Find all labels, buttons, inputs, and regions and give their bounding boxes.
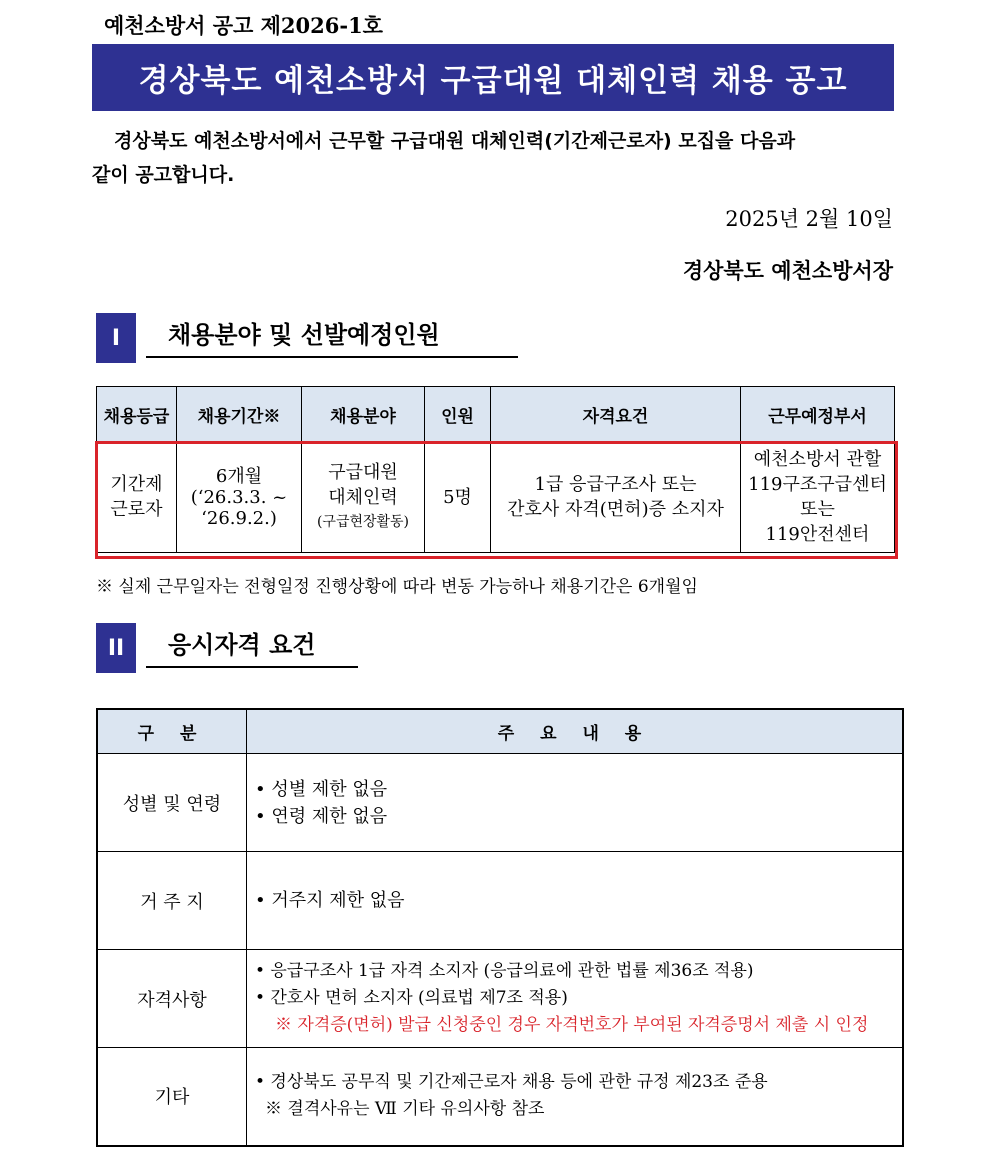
notice-number: 예천소방서 공고 제2026-1호 [104, 13, 383, 38]
grade-line-1: 기간제 [110, 474, 163, 495]
eligibility-row-qualification [97, 950, 903, 1048]
recruitment-table-header [97, 387, 895, 442]
cell-count: 5명 [425, 442, 491, 553]
page-title: 경상북도 예천소방서 구급대원 대체인력 채용 공고 [92, 44, 894, 111]
list-item: ※ 결격사유는 Ⅶ 기타 유의사항 참조 [265, 1099, 545, 1120]
content-cell [247, 754, 904, 852]
section-1-number: I [96, 313, 136, 363]
cell-field [302, 442, 425, 553]
intro-line-2: 같이 공고합니다. [92, 164, 235, 186]
signer: 경상북도 예천소방서장 [682, 258, 893, 283]
header-department: 근무예정부서 [741, 387, 895, 442]
section-1-title: 채용분야 및 선발예정인원 [146, 315, 518, 358]
dept-line-1: 예천소방서 관할 [753, 449, 882, 470]
intro-line-1: 경상북도 예천소방서에서 근무할 구급대원 대체인력(기간제근로자) 모집을 다음과 [114, 130, 796, 152]
header-grade: 채용등급 [97, 387, 177, 442]
category-cell: 성별 및 연령 [97, 754, 247, 852]
recruitment-table [96, 386, 895, 553]
list-item: • 성별 제한 없음 [255, 778, 388, 800]
header-count: 인원 [425, 387, 491, 442]
eligibility-row-other [97, 1048, 903, 1146]
eligibility-row-residence [97, 852, 903, 950]
list-item: • 경상북도 공무직 및 기간제근로자 채용 등에 관한 규정 제23조 준용 [255, 1072, 768, 1093]
eligibility-row-gender-age [97, 754, 903, 852]
eligibility-table [96, 708, 904, 1147]
period-line-1: 6개월 [215, 465, 263, 487]
field-line-3: (구급현장활동) [316, 513, 410, 530]
category-cell: 자격사항 [97, 950, 247, 1048]
content-cell [247, 852, 904, 950]
header-category: 구 분 [97, 709, 247, 754]
qual-line-2: 간호사 자격(면허)증 소지자 [507, 499, 724, 520]
dept-line-4: 119안전센터 [765, 524, 870, 545]
eligibility-table-header [97, 709, 903, 754]
list-item: • 연령 제한 없음 [255, 805, 388, 827]
header-field: 채용분야 [302, 387, 425, 442]
category-cell: 기타 [97, 1048, 247, 1146]
recruitment-table-row [97, 442, 895, 553]
category-cell: 거 주 지 [97, 852, 247, 950]
period-line-2: (‘26.3.3. ~ [190, 486, 288, 508]
cell-department [741, 442, 895, 553]
period-note: ※ 실제 근무일자는 전형일정 진행상황에 따라 변동 가능하나 채용기간은 6개월임 [96, 577, 698, 597]
cell-qualification [491, 442, 741, 553]
section-2-number: II [96, 623, 136, 673]
qual-line-1: 1급 응급구조사 또는 [534, 474, 697, 495]
content-cell [247, 950, 904, 1048]
list-item: • 간호사 면허 소지자 (의료법 제7조 적용) [255, 988, 568, 1008]
field-line-1: 구급대원 [328, 461, 398, 483]
dept-line-3: 또는 [800, 499, 835, 520]
list-item: • 거주지 제한 없음 [255, 890, 405, 911]
header-content: 주 요 내 용 [247, 709, 904, 754]
dept-line-2: 119구조구급센터 [748, 474, 887, 495]
period-line-3: ‘26.9.2.) [201, 507, 277, 529]
grade-line-2: 근로자 [110, 499, 163, 520]
cell-period [177, 442, 302, 553]
content-cell [247, 1048, 904, 1146]
notice-date: 2025년 2월 10일 [725, 207, 893, 231]
header-qualification: 자격요건 [491, 387, 741, 442]
qualification-note: ※ 자격증(면허) 발급 신청중인 경우 자격번호가 부여된 자격증명서 제출 시 인정 [275, 1015, 869, 1035]
intro-paragraph [92, 124, 894, 192]
cell-grade [97, 442, 177, 553]
section-2-title: 응시자격 요건 [146, 625, 358, 668]
list-item: • 응급구조사 1급 자격 소지자 (응급의료에 관한 법률 제36조 적용) [255, 961, 754, 981]
header-period: 채용기간※ [177, 387, 302, 442]
field-line-2: 대체인력 [328, 486, 398, 508]
